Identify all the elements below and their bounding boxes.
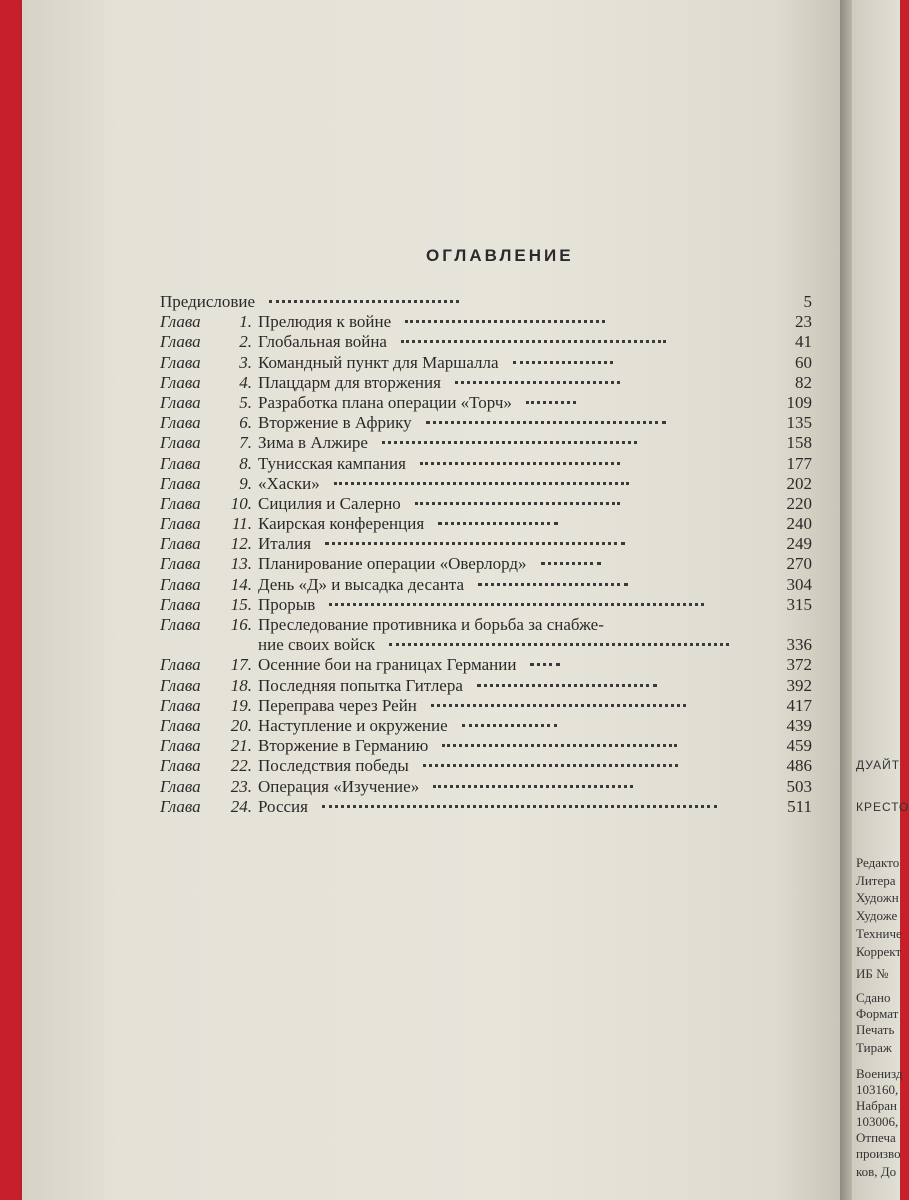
chapter-number: 19.: [230, 695, 252, 715]
chapter-number: 16.: [230, 615, 252, 634]
chapter-label: Глава: [160, 332, 201, 352]
toc-row-chapter-5[interactable]: [160, 393, 812, 413]
chapter-number: 1.: [239, 312, 252, 332]
chapter-label: Глава: [160, 655, 201, 675]
chapter-number: 13.: [230, 554, 252, 574]
toc-page-number: 486: [786, 756, 812, 776]
right-page-text-fragment: Печать: [856, 1022, 895, 1037]
chapter-number: 3.: [239, 352, 252, 372]
dot-leader: [530, 663, 560, 666]
right-page-text-fragment: произво: [856, 1146, 901, 1161]
chapter-label: Глава: [160, 574, 201, 594]
toc-page-number: 392: [786, 675, 812, 695]
chapter-number: 18.: [230, 675, 252, 695]
right-page-text-fragment: КРЕСТО: [856, 800, 909, 814]
toc-row-chapter-6[interactable]: [160, 413, 812, 433]
dot-leader: [455, 381, 620, 384]
dot-leader: [334, 482, 629, 485]
dot-leader: [478, 583, 628, 586]
dot-leader: [401, 340, 666, 343]
toc-page-number: 135: [786, 413, 812, 433]
left-page: [22, 0, 840, 1200]
chapter-number: 4.: [239, 372, 252, 392]
chapter-number: 5.: [239, 392, 252, 412]
table-of-contents: [160, 292, 812, 817]
right-page-text-fragment: Отпеча: [856, 1130, 896, 1145]
chapter-number: 12.: [230, 534, 252, 554]
chapter-label: Глава: [160, 736, 201, 756]
toc-row-chapter-14[interactable]: [160, 575, 812, 595]
toc-row-chapter-11[interactable]: [160, 514, 812, 534]
chapter-number: 24.: [230, 796, 252, 816]
chapter-title: Разработка плана операции «Торч»: [258, 392, 512, 412]
dot-leader: [526, 401, 576, 404]
toc-page-number: 336: [786, 635, 812, 655]
dot-leader: [431, 704, 686, 707]
toc-row-chapter-20[interactable]: [160, 716, 812, 736]
chapter-label: Глава: [160, 554, 201, 574]
chapter-number: 14.: [230, 574, 252, 594]
toc-row-chapter-21[interactable]: [160, 736, 812, 756]
chapter-label: Глава: [160, 776, 201, 796]
chapter-number: 7.: [239, 433, 252, 453]
dot-leader: [426, 421, 666, 424]
toc-page-number: 511: [787, 796, 812, 816]
chapter-title-continued: ние своих войск: [258, 635, 376, 655]
dot-leader: [269, 300, 459, 303]
dot-leader: [389, 643, 729, 646]
chapter-title: Преследование противника и борьба за снабже-: [258, 615, 604, 634]
toc-page-number: 304: [786, 574, 812, 594]
toc-page-number: 5: [803, 292, 812, 311]
chapter-label: Глава: [160, 756, 201, 776]
right-page-text-fragment: Формат: [856, 1006, 899, 1021]
right-page-text-fragment: Военизд: [856, 1066, 903, 1081]
toc-page-number: 315: [786, 594, 812, 614]
toc-row-chapter-18[interactable]: [160, 676, 812, 696]
chapter-number: 11.: [232, 514, 252, 534]
chapter-number: 22.: [230, 756, 252, 776]
toc-row-preface[interactable]: [160, 292, 812, 312]
chapter-label: Глава: [160, 695, 201, 715]
toc-row-chapter-10[interactable]: [160, 494, 812, 514]
chapter-title: Вторжение в Африку: [258, 413, 412, 433]
right-page-text-fragment: Коррект: [856, 944, 902, 959]
toc-page-number: 23: [795, 312, 812, 332]
chapter-label: Глава: [160, 473, 201, 493]
right-page-text-fragment: Тираж: [856, 1040, 892, 1055]
toc-preface-title: Предисловие: [160, 292, 256, 311]
chapter-label: Глава: [160, 796, 201, 816]
chapter-number: 20.: [230, 715, 252, 735]
dot-leader: [433, 785, 633, 788]
chapter-title: Операция «Изучение»: [258, 776, 420, 796]
toc-page-number: 60: [795, 352, 812, 372]
toc-row-chapter-7[interactable]: [160, 433, 812, 453]
chapter-number: 9.: [239, 473, 252, 493]
dot-leader: [415, 502, 620, 505]
right-page-text-fragment: ков, До: [856, 1164, 897, 1179]
toc-row-chapter-23[interactable]: [160, 777, 812, 797]
right-page-text-fragment: Литера: [856, 873, 896, 888]
dot-leader: [423, 764, 678, 767]
right-page-text-fragment: Сдано: [856, 990, 891, 1005]
chapter-title: Прорыв: [258, 594, 316, 614]
chapter-label: Глава: [160, 615, 201, 634]
right-page-text-fragment: Художе: [856, 908, 898, 923]
toc-row-chapter-9[interactable]: [160, 474, 812, 494]
right-page: [852, 0, 909, 1200]
toc-row-chapter-2[interactable]: [160, 332, 812, 352]
chapter-label: Глава: [160, 352, 201, 372]
dot-leader: [541, 562, 601, 565]
toc-page-number: 503: [786, 776, 812, 796]
dot-leader: [462, 724, 557, 727]
chapter-title: Глобальная война: [258, 332, 387, 352]
dot-leader: [438, 522, 558, 525]
chapter-number: 15.: [230, 594, 252, 614]
dot-leader: [405, 320, 605, 323]
toc-page-number: 158: [786, 433, 812, 453]
right-page-text-fragment: Набран: [856, 1098, 897, 1113]
dot-leader: [382, 441, 637, 444]
toc-row-chapter-15[interactable]: [160, 595, 812, 615]
toc-page-number: 372: [786, 655, 812, 675]
toc-page-number: 220: [786, 493, 812, 513]
chapter-label: Глава: [160, 312, 201, 332]
toc-page-number: 249: [786, 534, 812, 554]
chapter-number: 10.: [230, 493, 252, 513]
right-page-text-fragment: Художн: [856, 890, 899, 905]
chapter-label: Глава: [160, 514, 201, 534]
chapter-number: 8.: [239, 453, 252, 473]
chapter-title: Каирская конференция: [258, 514, 425, 534]
chapter-label: Глава: [160, 534, 201, 554]
toc-row-chapter-3[interactable]: [160, 353, 812, 373]
toc-row-chapter-16-continued[interactable]: [160, 635, 812, 655]
chapter-label: Глава: [160, 594, 201, 614]
right-page-text-fragment: 103006,: [856, 1114, 899, 1129]
chapter-title: Прелюдия к войне: [258, 312, 392, 332]
chapter-title: Тунисская кампания: [258, 453, 406, 473]
chapter-label: Глава: [160, 453, 201, 473]
chapter-title: Вторжение в Германию: [258, 736, 429, 756]
chapter-title: Италия: [258, 534, 312, 554]
chapter-title: Последствия победы: [258, 756, 409, 776]
chapter-title: Планирование операции «Оверлорд»: [258, 554, 527, 574]
chapter-number: 2.: [239, 332, 252, 352]
chapter-number: 17.: [230, 655, 252, 675]
chapter-title: Плацдарм для вторжения: [258, 372, 441, 392]
dot-leader: [329, 603, 704, 606]
chapter-title: Сицилия и Салерно: [258, 493, 401, 513]
dot-leader: [325, 542, 625, 545]
toc-heading: ОГЛАВЛЕНИЕ: [426, 246, 574, 265]
chapter-title: Последняя попытка Гитлера: [258, 675, 463, 695]
toc-row-chapter-12[interactable]: [160, 534, 812, 554]
toc-row-chapter-24[interactable]: [160, 797, 812, 817]
toc-page-number: 417: [786, 695, 812, 715]
chapter-title: Переправа через Рейн: [258, 695, 417, 715]
toc-row-chapter-16[interactable]: [160, 615, 812, 635]
chapter-label: Глава: [160, 715, 201, 735]
toc-page-number: 109: [786, 392, 812, 412]
dot-leader: [420, 462, 620, 465]
toc-row-chapter-17[interactable]: [160, 655, 812, 675]
chapter-label: Глава: [160, 413, 201, 433]
toc-page-number: 82: [795, 372, 812, 392]
toc-row-chapter-8[interactable]: [160, 454, 812, 474]
right-page-text-fragment: 103160,: [856, 1082, 899, 1097]
toc-page-number: 270: [786, 554, 812, 574]
right-page-text-fragment: Редакто: [856, 855, 900, 870]
toc-page-number: 202: [786, 473, 812, 493]
chapter-title: Наступление и окружение: [258, 715, 448, 735]
chapter-title: День «Д» и высадка десанта: [258, 574, 465, 594]
right-page-text-fragment: ИБ №: [856, 966, 889, 981]
toc-page-number: 439: [786, 715, 812, 735]
chapter-number: 23.: [230, 776, 252, 796]
book-gutter: [840, 0, 852, 1200]
dot-leader: [513, 361, 613, 364]
chapter-label: Глава: [160, 433, 201, 453]
chapter-title: Командный пункт для Маршалла: [258, 352, 499, 372]
chapter-title: «Хаски»: [258, 473, 320, 493]
chapter-label: Глава: [160, 675, 201, 695]
chapter-label: Глава: [160, 493, 201, 513]
toc-page-number: 240: [786, 514, 812, 534]
dot-leader: [442, 744, 677, 747]
toc-row-chapter-19[interactable]: [160, 696, 812, 716]
chapter-label: Глава: [160, 372, 201, 392]
dot-leader: [477, 684, 657, 687]
toc-page-number: 41: [795, 332, 812, 352]
right-page-text-fragment: ДУАЙТ: [856, 758, 901, 772]
chapter-title: Зима в Алжире: [258, 433, 368, 453]
toc-page-number: 459: [786, 736, 812, 756]
dot-leader: [322, 805, 717, 808]
chapter-label: Глава: [160, 392, 201, 412]
chapter-title: Осенние бои на границах Германии: [258, 655, 517, 675]
chapter-number: 6.: [239, 413, 252, 433]
toc-row-chapter-4[interactable]: [160, 373, 812, 393]
chapter-title: Россия: [258, 796, 308, 816]
chapter-number: 21.: [230, 736, 252, 756]
toc-row-chapter-13[interactable]: [160, 554, 812, 574]
toc-row-chapter-22[interactable]: [160, 756, 812, 776]
right-page-text-fragment: Техниче: [856, 926, 902, 941]
toc-row-chapter-1[interactable]: [160, 312, 812, 332]
toc-page-number: 177: [786, 453, 812, 473]
